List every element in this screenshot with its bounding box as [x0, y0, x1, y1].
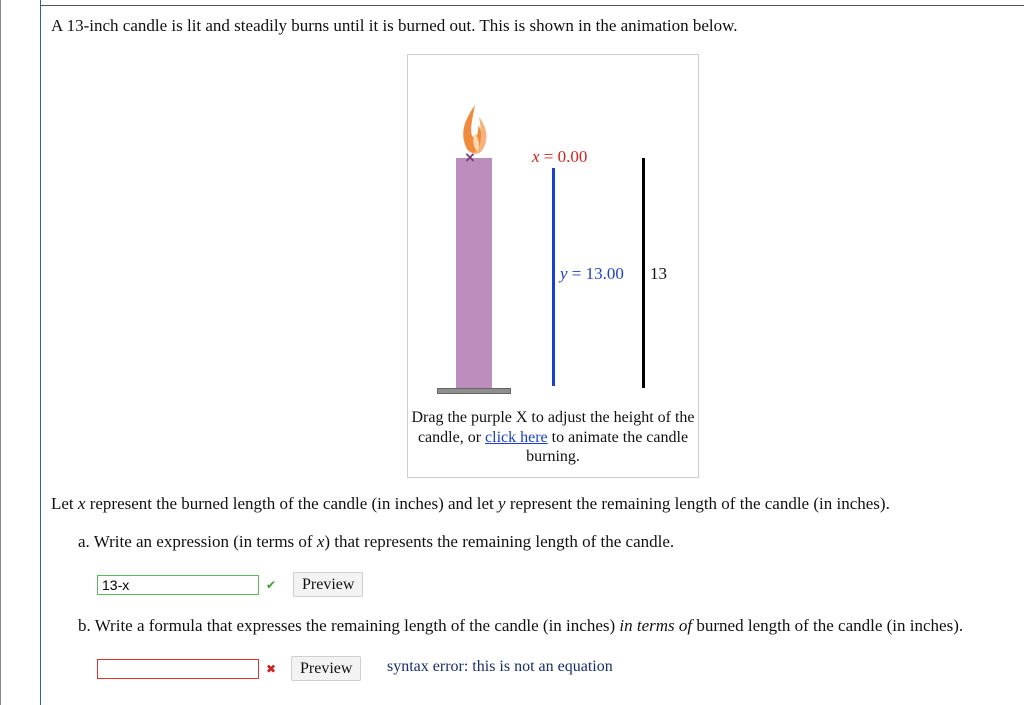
total-length-label: 13 — [650, 264, 667, 283]
remaining-length-label: y = 13.00 — [560, 264, 624, 283]
error-x-icon: ✖ — [266, 662, 277, 676]
candle-body — [456, 158, 492, 388]
left-border — [0, 0, 1, 705]
answer-b-input[interactable] — [97, 659, 259, 679]
content-border — [40, 0, 41, 705]
question-b: b. Write a formula that expresses the remaining length of the candle (in inches) in terms of burned length of the candle (in inches). — [78, 616, 964, 635]
animation-caption: Drag the purple X to adjust the height of the candle, or click here to animate the candle burning. — [411, 409, 695, 465]
preview-a-button[interactable]: Preview — [293, 572, 363, 597]
problem-intro: A 13-inch candle is lit and steadily burns until it is burned out. This is shown in the animation below. — [51, 16, 738, 35]
remaining-length-line — [552, 168, 555, 386]
candle-holder — [437, 388, 511, 394]
preview-b-button[interactable]: Preview — [291, 656, 361, 681]
animate-link[interactable]: click here — [485, 428, 548, 446]
question-a: a. Write an expression (in terms of x) that represents the remaining length of the candle. — [78, 532, 675, 551]
answer-a-input[interactable] — [97, 575, 259, 595]
drag-handle-x[interactable]: × — [465, 148, 475, 167]
burned-length-label: x = 0.00 — [532, 147, 588, 166]
checkmark-icon: ✔ — [266, 578, 277, 592]
syntax-error-message: syntax error: this is not an equation — [387, 658, 613, 675]
top-divider — [41, 5, 1024, 6]
candle-animation — [407, 54, 699, 478]
total-length-line — [642, 158, 645, 388]
variable-definitions: Let x represent the burned length of the candle (in inches) and let y represent the remaining length of the candle (in inches). — [51, 494, 890, 513]
